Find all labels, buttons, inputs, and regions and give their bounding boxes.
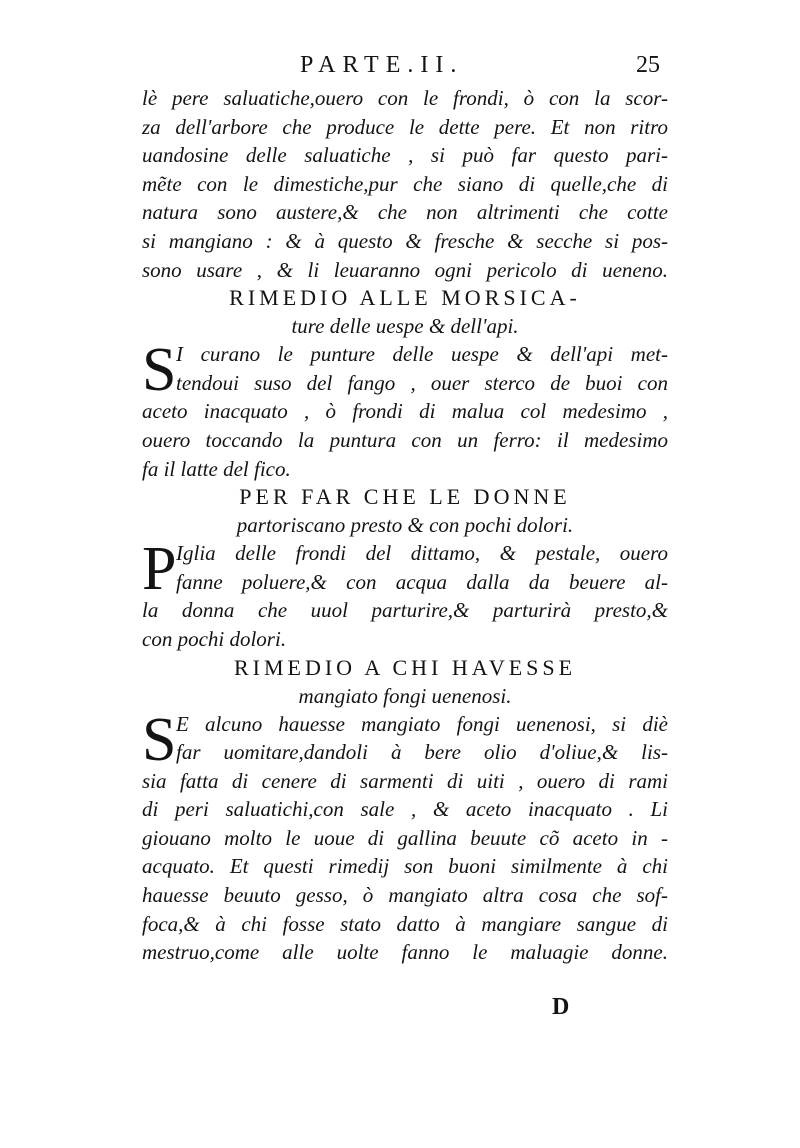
text-line: la donna che uuol parturire,& parturirà presto,& xyxy=(142,598,668,623)
running-title: PARTE.II. xyxy=(300,52,464,78)
text-line: natura sono austere,& che non altrimenti che cotte xyxy=(142,200,668,225)
text-line: I curano le punture delle uespe & dell'api met- xyxy=(176,342,668,367)
text-line: giouano molto le uoue di gallina beuute cõ aceto in - xyxy=(142,825,668,850)
text-line: acquato. Et questi rimedij son buoni similmente à chi xyxy=(142,854,668,879)
intro-paragraph xyxy=(142,84,668,284)
drop-capital: S xyxy=(142,705,177,774)
catchword: D xyxy=(552,994,570,1020)
text-line: aceto inacquato , ò frondi di malua col medesimo , xyxy=(142,399,668,424)
text-line: E alcuno hauesse mangiato fongi uenenosi, si diè xyxy=(176,711,668,736)
text-line: con pochi dolori. xyxy=(142,626,287,651)
text-line: lè pere saluatiche,ouero con le frondi, ò con la scor- xyxy=(142,86,668,110)
section-subheading: ture delle uespe & dell'api. xyxy=(291,314,519,339)
drop-capital: P xyxy=(142,535,177,604)
text-line: uandosine delle saluatiche , si può far questo pari- xyxy=(142,143,668,168)
text-line: sia fatta di cenere di sarmenti di uiti , ouero di rami xyxy=(142,768,668,793)
text-line: si mangiano : & à questo & fresche & secche si pos- xyxy=(142,228,668,253)
text-line: mestruo,come alle uolte fanno le maluagie donne. xyxy=(142,940,668,965)
text-body xyxy=(142,84,668,967)
section-subheading: partoriscano presto & con pochi dolori. xyxy=(236,513,574,538)
section-paragraph xyxy=(142,705,668,967)
text-line: sono usare , & li leuaranno ogni pericolo di ueneno. xyxy=(142,257,668,282)
section-heading: RIMEDIO ALLE MORSICA- xyxy=(229,285,581,311)
text-line: Iglia delle frondi del dittamo, & pestale, ouero xyxy=(176,541,668,566)
text-line: za dell'arbore che produce le dette pere. Et non ritro xyxy=(142,114,668,139)
text-line: fanne poluere,& con acqua dalla da beuere al- xyxy=(176,569,668,594)
section-paragraph xyxy=(142,535,668,653)
text-line: di peri saluatichi,con sale , & aceto inacquato . Li xyxy=(142,797,668,822)
page-number: 25 xyxy=(636,52,660,78)
text-line: tendoui suso del fango , ouer sterco de buoi con xyxy=(176,370,668,395)
text-line: hauesse beuuto gesso, ò mangiato altra cosa che sof- xyxy=(142,883,668,908)
section-heading: PER FAR CHE LE DONNE xyxy=(239,484,571,510)
section-subheading: mangiato fongi uenenosi. xyxy=(298,683,512,708)
text-line: foca,& à chi fosse stato datto à mangiare sangue di xyxy=(142,911,668,936)
drop-capital: S xyxy=(142,336,177,405)
text-line: ouero toccando la puntura con un ferro: il medesimo xyxy=(142,427,668,452)
text-line: far uomitare,dandoli à bere olio d'oliue,& lis- xyxy=(176,740,668,765)
section-paragraph xyxy=(142,336,668,483)
page-header xyxy=(140,52,660,86)
text-line: mẽte con le dimestiche,pur che siano di quelle,che di xyxy=(142,171,668,196)
text-line: fa il latte del fico. xyxy=(142,456,291,481)
section-heading: RIMEDIO A CHI HAVESSE xyxy=(233,654,577,680)
